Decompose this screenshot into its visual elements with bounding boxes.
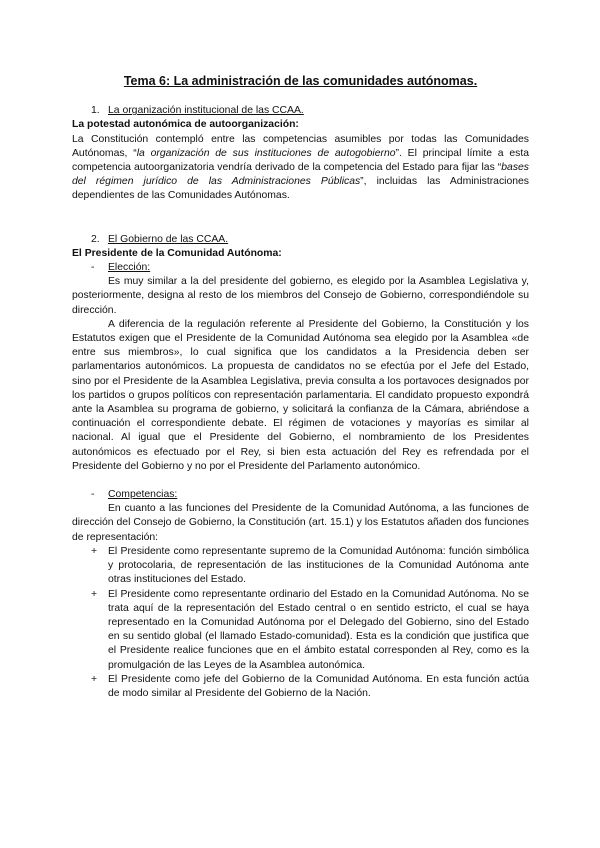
competencias-intro: En cuanto a las funciones del Presidente de la Comunidad Autónoma, a las funciones de dirección del Consejo de Gobierno, la Constitución (art. 15.1) y los Estatutos añaden dos funciones de representación: xyxy=(72,503,529,543)
competencias-heading xyxy=(72,488,529,502)
italic-run: la organización de sus instituciones de autogobierno xyxy=(136,147,396,159)
text-run: ”, incluidas las Administraciones dependientes de las Comunidades Autónomas. xyxy=(72,176,529,202)
eleccion-paragraph-1: Es muy similar a la del presidente del gobierno, es elegido por la Asamblea Legislativa y, posteriormente, designa al resto de los miembros del Consejo de Gobierno, correspondiéndole su dirección. xyxy=(72,276,529,316)
dash-marker: - xyxy=(91,262,95,274)
plus-marker: + xyxy=(91,588,98,600)
section-2-heading xyxy=(72,233,529,247)
competencias-label: Competencias: xyxy=(108,489,178,501)
list-item xyxy=(72,673,529,701)
section-2-subheading: El Presidente de la Comunidad Autónoma: xyxy=(72,247,282,259)
text-run: ”. El principal límite a esta competencia autoorganizatoria vendría derivado de la competencia del Estado para fijar las “ xyxy=(72,147,529,174)
italic-run: bases del régimen jurídico de las Administraciones Públicas xyxy=(72,162,529,188)
section-1-subheading: La potestad autonómica de autoorganización: xyxy=(72,119,299,131)
list-item-text: El Presidente como jefe del Gobierno de la Comunidad Autónoma. En esta función actúa de modo similar al Presidente del Gobierno de la Nación. xyxy=(108,673,529,699)
list-item xyxy=(72,545,529,588)
spacer xyxy=(72,204,529,233)
section-1-number: 1. xyxy=(91,105,100,117)
eleccion-label: Elección: xyxy=(108,262,151,274)
text-run: La Constitución contempló entre las competencias asumibles por todas las Comunidades Autónomas, “ xyxy=(72,133,529,159)
section-1-heading xyxy=(72,104,529,118)
plus-marker: + xyxy=(91,673,98,685)
eleccion-heading xyxy=(72,261,529,275)
page-title: Tema 6: La administración de las comunidades autónomas. xyxy=(123,74,478,88)
section-2-number: 2. xyxy=(91,233,100,245)
list-item xyxy=(72,588,529,673)
list-item-text: El Presidente como representante ordinario del Estado en la Comunidad Autónoma. No se trata aquí de la representación del Estado central o en sentido estricto, el cual se haya representado en la Comunidad Autónoma por el Delegado del Gobierno, sino del Estado en su sentido global (el llamado Estado-comunidad). Esta es la condición que justifica que el Presidente realice funciones que en el ámbito estatal corresponden al Rey, como es la promulgación de las Leyes de la Asamblea autonómica. xyxy=(108,588,529,671)
spacer xyxy=(72,474,529,488)
dash-marker: - xyxy=(91,489,95,501)
section-1-heading-text: La organización institucional de las CCAA. xyxy=(108,105,304,117)
plus-marker: + xyxy=(91,545,98,557)
list-item-text: El Presidente como representante supremo de la Comunidad Autónoma: función simbólica y protocolaria, de representación de las instituciones de la Comunidad Autónoma ante otras instituciones del Estado. xyxy=(108,545,529,586)
eleccion-paragraph-2: A diferencia de la regulación referente al Presidente del Gobierno, la Constitución y los Estatutos exigen que el Presidente de la Comunidad Autónoma sea elegido por la Asamblea «de entre sus miembros», lo cual significa que los candidatos a la Presidencia deben ser parlamentarios autonómicos. La propuesta de candidatos no se efectúa por el Jefe del Estado, sino por el Presidente de la Asamblea Legislativa, previa consulta a los portavoces designados por los partidos o grupos políticos con representación parlamentaria. El candidato propuesto expondrá ante la Asamblea su programa de gobierno, y solicitará la confianza de la Cámara, abriéndose a continuación el correspondiente debate. El régimen de votaciones y mayorías es similar al nacional. Al igual que el Presidente del Gobierno, el nombramiento de los Presidentes autonómicos es efectuado por el Rey, si bien esta actuación del Rey es refrendada por el Presidente del Gobierno y no por el Presidente del Parlamento autonómico. xyxy=(72,318,529,472)
section-1-paragraph xyxy=(72,133,529,204)
section-2-heading-text: El Gobierno de las CCAA. xyxy=(108,233,229,245)
